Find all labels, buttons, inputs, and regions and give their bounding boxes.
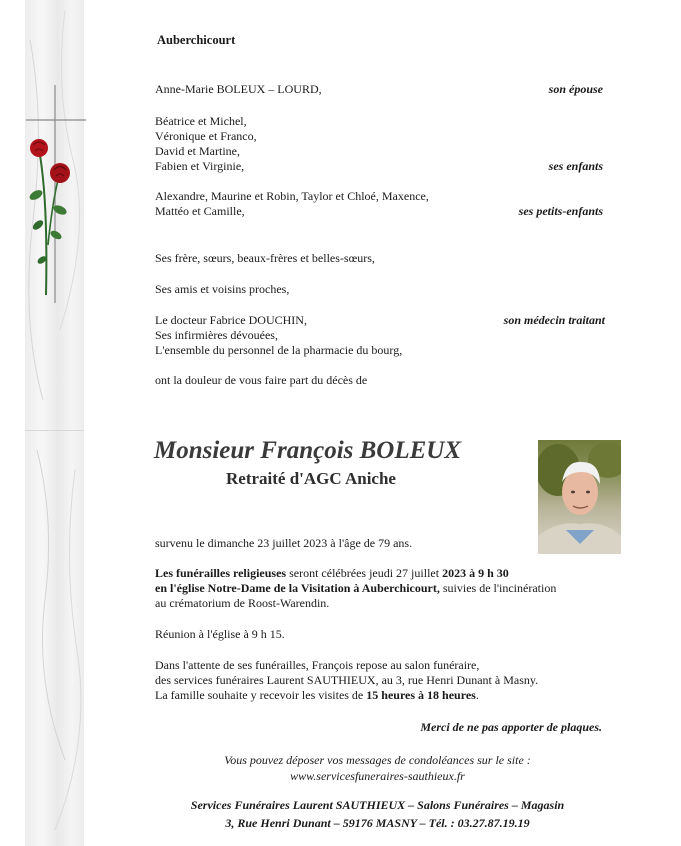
doctor-relation: son médecin traitant	[503, 313, 605, 327]
visitation-details	[155, 658, 538, 703]
rose-cross-icon	[18, 85, 108, 315]
pharmacy-line: L'ensemble du personnel de la pharmacie du bourg,	[155, 343, 403, 357]
children-list	[155, 114, 257, 174]
grandchild-line: Alexandre, Maurine et Robin, Taylor et Chloé, Maxence,	[155, 189, 429, 203]
grandchildren-relation: ses petits-enfants	[518, 204, 603, 218]
funeral-date-text: seront célébrées jeudi 27 juillet	[286, 566, 443, 580]
visitation-hours-text: La famille souhaite y recevoir les visites de	[155, 688, 367, 702]
funeral-time: 2023 à 9 h 30	[442, 566, 509, 580]
death-notice: survenu le dimanche 23 juillet 2023 à l'âge de 79 ans.	[155, 536, 413, 550]
doctor-line: Le docteur Fabrice DOUCHIN,	[155, 313, 307, 327]
nurses-line: Ses infirmières dévouées,	[155, 328, 278, 342]
visitation-line: des services funéraires Laurent SAUTHIEUX, au 3, rue Henri Dunant à Masny.	[155, 673, 539, 687]
funeral-crematorium: au crématorium de Roost-Warendin.	[155, 596, 330, 610]
siblings-line: Ses frère, sœurs, beaux-frères et belles-sœurs,	[155, 251, 375, 265]
child-line: Véronique et Franco,	[155, 129, 257, 143]
deceased-photo	[538, 440, 621, 554]
condolences-line: Vous pouvez déposer vos messages de condoléances sur le site :	[224, 753, 531, 767]
funeral-church: en l'église Notre-Dame de la Visitation à Auberchicourt,	[155, 581, 440, 595]
grandchildren-list	[155, 189, 429, 219]
child-line: Fabien et Virginie,	[155, 159, 245, 173]
deceased-name: Monsieur François BOLEUX	[154, 437, 462, 464]
announcement-line: ont la douleur de vous faire part du décès de	[155, 373, 368, 387]
funeral-heading: Les funérailles religieuses	[155, 566, 287, 580]
friends-line: Ses amis et voisins proches,	[155, 282, 290, 296]
condolences-website: www.servicesfuneraires-sauthieux.fr	[290, 769, 465, 783]
portrait-image	[538, 440, 621, 554]
spouse-relation: son épouse	[548, 82, 603, 96]
deceased-title: Retraité d'AGC Aniche	[226, 469, 396, 488]
reunion-line: Réunion à l'église à 9 h 15.	[155, 627, 285, 641]
footer-address: 3, Rue Henri Dunant – 59176 MASNY – Tél. : 03.27.87.19.19	[225, 816, 530, 830]
visitation-hours: 15 heures à 18 heures	[366, 688, 476, 702]
funeral-incineration: suivies de l'incinération	[439, 581, 557, 595]
child-line: David et Martine,	[155, 144, 240, 158]
town-heading: Auberchicourt	[157, 33, 236, 47]
child-line: Béatrice et Michel,	[155, 114, 247, 128]
funeral-details	[155, 566, 556, 611]
spouse-name: Anne-Marie BOLEUX – LOURD,	[155, 82, 322, 96]
condolences-block	[155, 752, 600, 784]
grandchild-line: Mattéo et Camille,	[155, 204, 245, 218]
no-plaques-note: Merci de ne pas apporter de plaques.	[420, 720, 602, 734]
funeral-home-footer	[140, 796, 615, 832]
children-relation: ses enfants	[548, 159, 603, 173]
footer-company: Services Funéraires Laurent SAUTHIEUX – Salons Funéraires – Magasin	[190, 798, 565, 812]
marble-seam	[25, 430, 84, 431]
visitation-end: .	[475, 688, 479, 702]
visitation-line: Dans l'attente de ses funérailles, François repose au salon funéraire,	[155, 658, 480, 672]
medical-list	[155, 313, 402, 358]
